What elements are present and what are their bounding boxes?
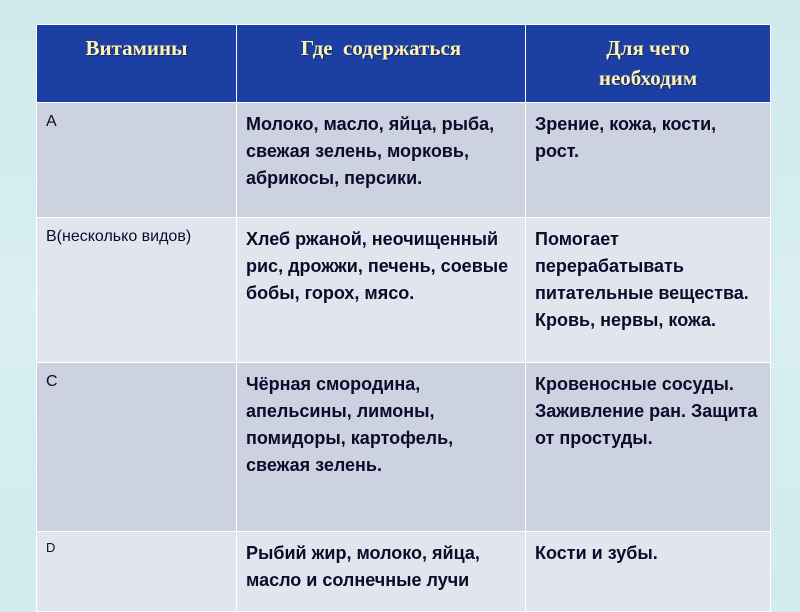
table-row	[37, 103, 771, 218]
sources-cell: Чёрная смородина, апельсины, лимоны, помидоры, картофель, свежая зелень.	[237, 363, 526, 532]
sources-cell: Хлеб ржаной, неочищенный рис, дрожжи, печень, соевые бобы, горох, мясо.	[237, 218, 526, 363]
header-vitamins: Витамины	[37, 25, 237, 103]
table-row	[37, 363, 771, 532]
header-sources: Где содержаться	[237, 25, 526, 103]
vitamin-name-cell: A	[37, 103, 237, 218]
sources-cell: Молоко, масло, яйца, рыба, свежая зелень, морковь, абрикосы, персики.	[237, 103, 526, 218]
vitamin-name-cell: B(несколько видов)	[37, 218, 237, 363]
header-purpose: Для чего необходим	[526, 25, 771, 103]
purpose-cell: Кости и зубы.	[526, 532, 771, 612]
vitamin-name-cell: C	[37, 363, 237, 532]
purpose-cell: Кровеносные сосуды. Заживление ран. Защита от простуды.	[526, 363, 771, 532]
sources-cell: Рыбий жир, молоко, яйца, масло и солнечные лучи	[237, 532, 526, 612]
table-header-row	[37, 25, 771, 103]
vitamin-name-cell: D	[37, 532, 237, 612]
purpose-cell: Помогает перерабатывать питательные вещества. Кровь, нервы, кожа.	[526, 218, 771, 363]
purpose-cell: Зрение, кожа, кости, рост.	[526, 103, 771, 218]
table-row	[37, 218, 771, 363]
vitamins-table	[36, 24, 771, 612]
